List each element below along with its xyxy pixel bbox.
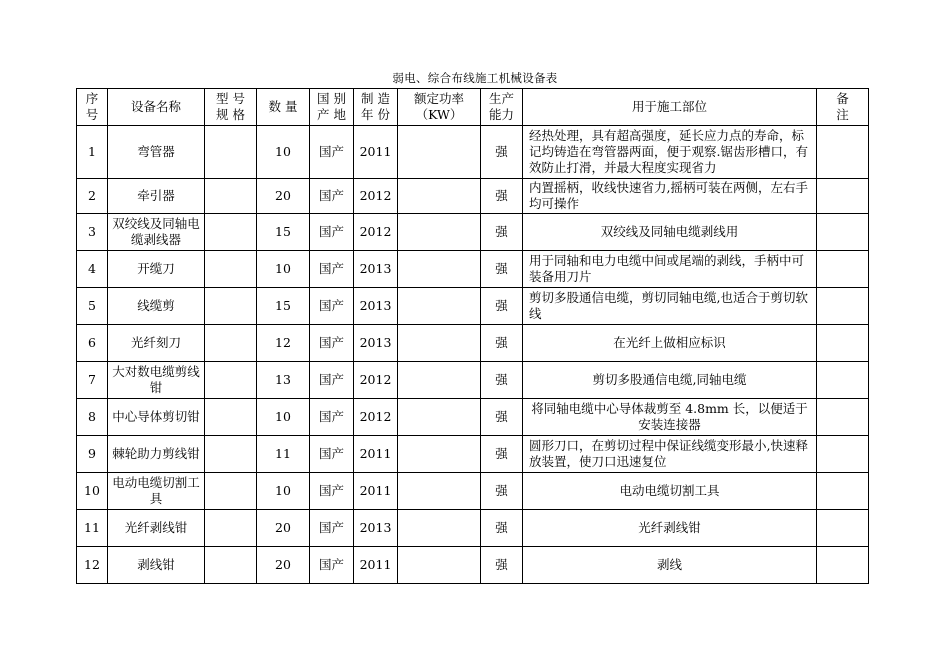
cell-capacity: 强 [481, 251, 523, 288]
cell-model [205, 510, 257, 547]
cell-seq: 2 [77, 179, 108, 214]
cell-usage: 电动电缆切割工具 [523, 473, 817, 510]
cell-seq: 1 [77, 126, 108, 179]
table-row [77, 547, 869, 584]
table-row [77, 436, 869, 473]
cell-remark [817, 547, 869, 584]
cell-year: 2012 [354, 214, 398, 251]
table-row [77, 325, 869, 362]
cell-origin: 国产 [310, 214, 354, 251]
header-seq: 序 号 [77, 89, 108, 126]
cell-capacity: 强 [481, 547, 523, 584]
cell-remark [817, 126, 869, 179]
cell-name: 中心导体剪切钳 [108, 399, 205, 436]
cell-year: 2013 [354, 510, 398, 547]
cell-remark [817, 362, 869, 399]
cell-seq: 11 [77, 510, 108, 547]
cell-origin: 国产 [310, 325, 354, 362]
header-qty: 数 量 [257, 89, 310, 126]
cell-model [205, 251, 257, 288]
table-row [77, 214, 869, 251]
cell-capacity: 强 [481, 126, 523, 179]
cell-usage: 剪切多股通信电缆，剪切同轴电缆,也适合于剪切软线 [523, 288, 817, 325]
cell-usage: 圆形刀口，在剪切过程中保证线缆变形最小,快速释放装置，使刀口迅速复位 [523, 436, 817, 473]
cell-usage: 内置摇柄，收线快速省力,摇柄可装在两侧，左右手均可操作 [523, 179, 817, 214]
cell-power [398, 473, 481, 510]
cell-model [205, 362, 257, 399]
cell-origin: 国产 [310, 547, 354, 584]
cell-capacity: 强 [481, 288, 523, 325]
cell-name: 光纤剥线钳 [108, 510, 205, 547]
cell-qty: 11 [257, 436, 310, 473]
cell-remark [817, 510, 869, 547]
table-row [77, 126, 869, 179]
cell-usage: 在光纤上做相应标识 [523, 325, 817, 362]
header-row [77, 89, 869, 126]
cell-year: 2011 [354, 473, 398, 510]
table-row [77, 362, 869, 399]
cell-remark [817, 179, 869, 214]
cell-usage: 剪切多股通信电缆,同轴电缆 [523, 362, 817, 399]
cell-usage: 双绞线及同轴电缆剥线用 [523, 214, 817, 251]
cell-model [205, 214, 257, 251]
cell-remark [817, 251, 869, 288]
cell-remark [817, 214, 869, 251]
cell-seq: 3 [77, 214, 108, 251]
cell-qty: 10 [257, 126, 310, 179]
cell-remark [817, 288, 869, 325]
cell-name: 棘轮助力剪线钳 [108, 436, 205, 473]
cell-usage: 光纤剥线钳 [523, 510, 817, 547]
cell-remark [817, 325, 869, 362]
cell-power [398, 251, 481, 288]
cell-seq: 12 [77, 547, 108, 584]
table-row [77, 288, 869, 325]
equipment-table [76, 88, 869, 584]
cell-seq: 5 [77, 288, 108, 325]
cell-qty: 10 [257, 399, 310, 436]
cell-origin: 国产 [310, 179, 354, 214]
table-title: 弱电、综合布线施工机械设备表 [392, 71, 558, 85]
cell-capacity: 强 [481, 473, 523, 510]
cell-power [398, 179, 481, 214]
cell-qty: 20 [257, 547, 310, 584]
table-row [77, 473, 869, 510]
cell-model [205, 179, 257, 214]
cell-capacity: 强 [481, 362, 523, 399]
table-row [77, 399, 869, 436]
cell-seq: 8 [77, 399, 108, 436]
cell-name: 剥线钳 [108, 547, 205, 584]
cell-model [205, 325, 257, 362]
cell-name: 大对数电缆剪线钳 [108, 362, 205, 399]
cell-year: 2013 [354, 325, 398, 362]
header-origin: 国 别 产 地 [310, 89, 354, 126]
cell-capacity: 强 [481, 214, 523, 251]
cell-origin: 国产 [310, 399, 354, 436]
cell-model [205, 288, 257, 325]
cell-remark [817, 436, 869, 473]
cell-seq: 10 [77, 473, 108, 510]
cell-name: 光纤刻刀 [108, 325, 205, 362]
cell-power [398, 510, 481, 547]
cell-qty: 10 [257, 251, 310, 288]
cell-usage: 经热处理，具有超高强度，延长应力点的寿命，标记均铸造在弯管器两面，便于观察.锯齿形槽口，有效防止打滑，并最大程度实现省力 [523, 126, 817, 179]
cell-model [205, 399, 257, 436]
header-year: 制 造 年 份 [354, 89, 398, 126]
cell-name: 电动电缆切割工具 [108, 473, 205, 510]
cell-seq: 4 [77, 251, 108, 288]
header-name: 设备名称 [108, 89, 205, 126]
cell-capacity: 强 [481, 179, 523, 214]
cell-origin: 国产 [310, 473, 354, 510]
cell-usage: 将同轴电缆中心导体裁剪至 4.8mm 长，以便适于安装连接器 [523, 399, 817, 436]
cell-power [398, 325, 481, 362]
header-remark: 备 注 [817, 89, 869, 126]
cell-name: 线缆剪 [108, 288, 205, 325]
cell-year: 2013 [354, 251, 398, 288]
cell-qty: 20 [257, 510, 310, 547]
header-usage: 用于施工部位 [523, 89, 817, 126]
header-model: 型 号 规 格 [205, 89, 257, 126]
cell-usage: 剥线 [523, 547, 817, 584]
cell-power [398, 214, 481, 251]
cell-power [398, 126, 481, 179]
header-capacity: 生产 能力 [481, 89, 523, 126]
table-row [77, 179, 869, 214]
cell-remark [817, 473, 869, 510]
cell-year: 2012 [354, 399, 398, 436]
cell-capacity: 强 [481, 510, 523, 547]
cell-name: 牵引器 [108, 179, 205, 214]
cell-year: 2011 [354, 436, 398, 473]
cell-qty: 20 [257, 179, 310, 214]
cell-power [398, 436, 481, 473]
cell-year: 2012 [354, 362, 398, 399]
cell-year: 2012 [354, 179, 398, 214]
cell-power [398, 362, 481, 399]
cell-origin: 国产 [310, 362, 354, 399]
cell-model [205, 126, 257, 179]
cell-power [398, 547, 481, 584]
header-power: 额定功率 （KW） [398, 89, 481, 126]
cell-seq: 6 [77, 325, 108, 362]
cell-origin: 国产 [310, 436, 354, 473]
cell-origin: 国产 [310, 126, 354, 179]
cell-model [205, 547, 257, 584]
cell-origin: 国产 [310, 288, 354, 325]
cell-name: 双绞线及同轴电缆剥线器 [108, 214, 205, 251]
cell-qty: 12 [257, 325, 310, 362]
table-row [77, 510, 869, 547]
cell-name: 弯管器 [108, 126, 205, 179]
cell-qty: 15 [257, 214, 310, 251]
cell-power [398, 288, 481, 325]
cell-model [205, 436, 257, 473]
cell-seq: 9 [77, 436, 108, 473]
cell-name: 开缆刀 [108, 251, 205, 288]
cell-capacity: 强 [481, 325, 523, 362]
cell-qty: 15 [257, 288, 310, 325]
cell-qty: 10 [257, 473, 310, 510]
cell-remark [817, 399, 869, 436]
cell-origin: 国产 [310, 251, 354, 288]
cell-power [398, 399, 481, 436]
cell-year: 2011 [354, 547, 398, 584]
cell-capacity: 强 [481, 436, 523, 473]
cell-qty: 13 [257, 362, 310, 399]
cell-year: 2013 [354, 288, 398, 325]
cell-origin: 国产 [310, 510, 354, 547]
cell-year: 2011 [354, 126, 398, 179]
cell-usage: 用于同轴和电力电缆中间或尾端的剥线，手柄中可装备用刀片 [523, 251, 817, 288]
table-row [77, 251, 869, 288]
cell-seq: 7 [77, 362, 108, 399]
cell-model [205, 473, 257, 510]
cell-capacity: 强 [481, 399, 523, 436]
